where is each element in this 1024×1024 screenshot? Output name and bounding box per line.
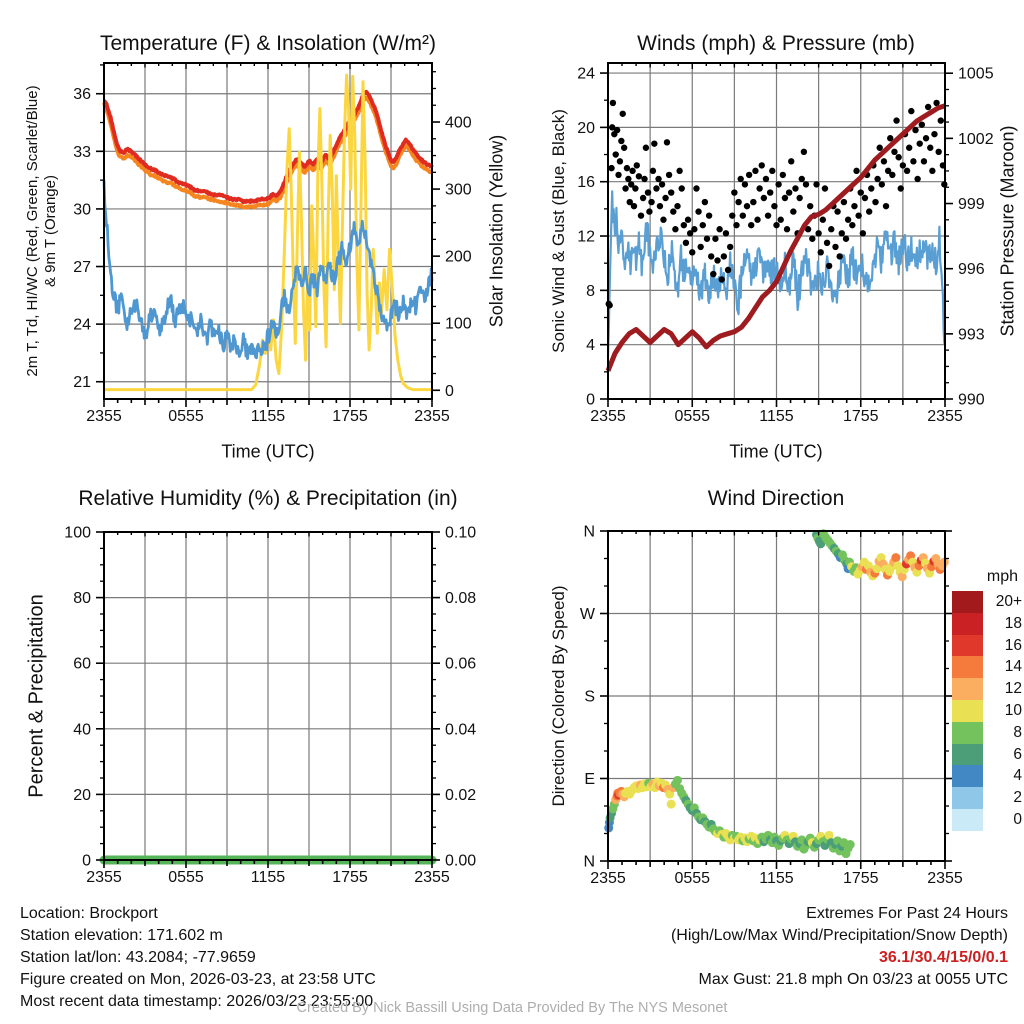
y-tick-label: 21 <box>73 374 91 392</box>
temp-x-axis-label: Time (UTC) <box>221 441 315 462</box>
y-tick-label: S <box>584 688 595 706</box>
gust-black-dots <box>834 208 840 214</box>
y-tick-label: W <box>579 606 595 623</box>
pressure-y-axis-label: Station Pressure (Maroon) <box>997 125 1018 337</box>
gust-black-dots <box>608 165 614 171</box>
speed-legend-swatch <box>952 656 983 678</box>
gust-black-dots <box>858 189 864 195</box>
gust-black-dots <box>900 162 906 168</box>
gust-black-dots <box>773 222 779 228</box>
y-tick-label: 27 <box>73 259 91 277</box>
y2-tick-label: 999 <box>958 196 985 214</box>
gust-black-dots <box>917 140 923 146</box>
y-tick-label: E <box>584 771 595 788</box>
y-tick-label: 0 <box>82 852 91 870</box>
gust-black-dots <box>625 176 631 182</box>
gust-black-dots <box>670 208 676 214</box>
gust-black-dots <box>904 168 910 174</box>
speed-legend-row <box>952 635 1022 657</box>
y2-tick-label: 0.02 <box>445 786 477 804</box>
gust-black-dots <box>929 168 935 174</box>
gust-black-dots <box>650 168 656 174</box>
gust-black-dots <box>820 217 826 223</box>
station-info <box>20 903 376 1013</box>
chart-title-winds: Winds (mph) & Pressure (mb) <box>637 32 915 55</box>
y2-tick-label: 0.10 <box>445 524 477 542</box>
gust-black-dots <box>872 199 878 205</box>
gust-black-dots <box>761 195 767 201</box>
gust-black-dots <box>641 176 647 182</box>
y2-tick-label: 0.00 <box>445 852 477 870</box>
y2-tick-label: 0 <box>445 382 454 400</box>
gust-black-dots <box>664 139 670 145</box>
gust-black-dots <box>927 145 933 151</box>
gust-black-dots <box>891 149 897 155</box>
gust-black-dots <box>624 165 630 171</box>
gust-black-dots <box>744 203 750 209</box>
gust-black-dots <box>855 212 861 218</box>
gust-black-dots <box>712 236 718 242</box>
direction-y-axis-label: Direction (Colored By Speed) <box>549 585 568 807</box>
gust-black-dots <box>782 195 788 201</box>
speed-legend-swatch <box>952 765 983 787</box>
gust-black-dots <box>651 140 657 146</box>
speed-legend-swatch <box>952 744 983 766</box>
wind-y-axis-label: Sonic Wind & Gust (Blue, Black) <box>549 109 568 353</box>
speed-legend-label: 0 <box>1013 810 1022 828</box>
gust-black-dots <box>685 217 691 223</box>
gust-black-dots <box>695 208 701 214</box>
figure-created-timestamp: Figure created on Mon, 2026-03-23, at 23:58 UTC <box>20 971 376 988</box>
y-tick-label: 24 <box>577 65 595 83</box>
gust-black-dots <box>679 185 685 191</box>
gust-black-dots <box>657 203 663 209</box>
gust-black-dots <box>778 217 784 223</box>
chart-title-humidity: Relative Humidity (%) & Precipitation (in) <box>78 487 458 510</box>
speed-legend <box>952 568 1022 831</box>
gust-black-dots <box>862 195 868 201</box>
x-tick-label: 2355 <box>590 408 626 425</box>
x-tick-label: 2355 <box>927 870 963 887</box>
speed-legend-label: 10 <box>1004 701 1022 719</box>
speed-legend-swatch <box>952 635 983 657</box>
y2-tick-label: 993 <box>958 326 985 344</box>
gust-black-dots <box>742 181 748 187</box>
y-tick-label: 20 <box>73 786 91 804</box>
gust-black-dots <box>919 121 925 127</box>
speed-legend-label: 6 <box>1013 745 1022 763</box>
speed-legend-swatch <box>952 809 983 831</box>
x-tick-label: 1755 <box>842 408 879 425</box>
x-tick-label: 2355 <box>86 869 122 886</box>
extremes-values: 36.1/30.4/15/0/0.1 <box>879 949 1008 966</box>
gust-black-dots <box>826 263 832 269</box>
speed-legend-swatch <box>952 787 983 809</box>
gust-black-dots <box>700 222 706 228</box>
gust-black-dots <box>710 271 716 277</box>
speed-legend-swatch <box>952 722 983 744</box>
extremes-subheading: (High/Low/Max Wind/Precipitation/Snow Depth) <box>670 927 1008 944</box>
x-tick-label: 1755 <box>332 869 368 886</box>
speed-legend-row <box>952 591 1022 613</box>
y-tick-label: 40 <box>73 721 91 739</box>
y2-tick-label: 0.04 <box>445 721 477 739</box>
speed-legend-row <box>952 809 1022 831</box>
station-location: Location: Brockport <box>20 905 158 922</box>
gust-black-dots <box>912 127 918 133</box>
gust-black-dots <box>801 149 807 155</box>
gust-black-dots <box>691 226 697 232</box>
gust-black-dots <box>769 168 775 174</box>
x-tick-label: 0555 <box>168 869 204 886</box>
gust-black-dots <box>813 181 819 187</box>
gust-black-dots <box>672 226 678 232</box>
gust-black-dots <box>889 172 895 178</box>
station-latlon: Station lat/lon: 43.2084; -77.9659 <box>20 949 256 966</box>
y-tick-label: 80 <box>73 590 91 608</box>
speed-legend-swatch <box>952 591 983 613</box>
wind-direction-dots <box>667 800 676 809</box>
gust-black-dots <box>645 189 651 195</box>
gust-black-dots <box>921 158 927 164</box>
y2-tick-label: 400 <box>445 114 472 132</box>
extremes-info <box>671 903 1008 991</box>
x-tick-label: 1155 <box>250 408 286 425</box>
gust-black-dots <box>906 145 912 151</box>
x-tick-label: 1755 <box>842 870 879 887</box>
gust-black-dots <box>828 226 834 232</box>
humidity-y-axis-label: Percent & Precipitation <box>25 594 48 798</box>
speed-legend-label: 16 <box>1004 636 1022 654</box>
y2-tick-label: 1002 <box>958 130 994 148</box>
gust-black-dots <box>877 145 883 151</box>
gust-black-dots <box>879 181 885 187</box>
gust-black-dots <box>731 189 737 195</box>
speed-legend-row <box>952 722 1022 744</box>
gust-black-dots <box>925 104 931 110</box>
gust-black-dots <box>853 168 859 174</box>
speed-legend-row <box>952 678 1022 700</box>
gust-black-dots <box>729 212 735 218</box>
gust-black-dots <box>803 181 809 187</box>
gust-black-dots <box>851 203 857 209</box>
gust-black-dots <box>750 199 756 205</box>
gust-black-dots <box>790 208 796 214</box>
gust-black-dots <box>786 189 792 195</box>
speed-legend-label: 4 <box>1013 767 1022 785</box>
gust-black-dots <box>883 203 889 209</box>
gust-black-dots <box>756 185 762 191</box>
gust-black-dots <box>895 154 901 160</box>
y-tick-label: 16 <box>577 174 595 192</box>
gust-black-dots <box>662 195 668 201</box>
gust-black-dots <box>733 222 739 228</box>
y-tick-label: 24 <box>73 316 91 334</box>
gust-black-dots <box>725 267 731 273</box>
gust-black-dots <box>881 158 887 164</box>
gust-black-dots <box>860 230 866 236</box>
gust-black-dots <box>723 230 729 236</box>
gust-black-dots <box>683 240 689 246</box>
x-tick-label: 1755 <box>332 408 368 425</box>
gust-black-dots <box>610 100 616 106</box>
gust-black-dots <box>674 203 680 209</box>
gust-black-dots <box>643 145 649 151</box>
gust-black-dots <box>796 195 802 201</box>
gust-black-dots <box>697 244 703 250</box>
gust-black-dots <box>719 276 725 282</box>
y2-tick-label: 100 <box>445 315 472 333</box>
y-tick-label: 20 <box>577 119 595 137</box>
gust-black-dots <box>689 249 695 255</box>
gust-black-dots <box>706 212 712 218</box>
y-tick-label: 30 <box>73 201 91 219</box>
gust-black-dots <box>620 111 626 117</box>
gust-black-dots <box>614 127 620 133</box>
gust-black-dots <box>818 249 824 255</box>
gust-black-dots <box>759 162 765 168</box>
gust-black-dots <box>763 176 769 182</box>
gust-black-dots <box>727 244 733 250</box>
y2-tick-label: 996 <box>958 261 985 279</box>
gust-black-dots <box>721 253 727 259</box>
x-tick-label: 1155 <box>250 869 286 886</box>
gust-black-dots <box>681 222 687 228</box>
gust-black-dots <box>843 236 849 242</box>
station-elevation: Station elevation: 171.602 m <box>20 927 223 944</box>
speed-legend-row <box>952 744 1022 766</box>
y-tick-label: 36 <box>73 86 91 104</box>
gust-black-dots <box>914 176 920 182</box>
gust-black-dots <box>849 222 855 228</box>
gust-black-dots <box>938 117 944 123</box>
speed-legend-label: 2 <box>1013 789 1022 807</box>
gust-black-dots <box>792 185 798 191</box>
gust-black-dots <box>648 199 654 205</box>
gust-black-dots <box>874 176 880 182</box>
gust-black-dots <box>632 185 638 191</box>
gust-black-dots <box>704 236 710 242</box>
gust-black-dots <box>784 226 790 232</box>
gust-black-dots <box>708 253 714 259</box>
gust-black-dots <box>746 172 752 178</box>
gust-black-dots <box>893 117 899 123</box>
gust-black-dots <box>634 162 640 168</box>
speed-legend-swatch <box>952 613 983 635</box>
max-gust-text: Max Gust: 21.8 mph On 03/23 at 0055 UTC <box>698 971 1008 988</box>
y2-tick-label: 300 <box>445 181 472 199</box>
gust-black-dots <box>615 172 621 178</box>
x-tick-label: 2355 <box>414 408 450 425</box>
gust-black-dots <box>935 149 941 155</box>
gust-black-dots <box>676 168 682 174</box>
gust-black-dots <box>832 244 838 250</box>
gust-black-dots <box>640 195 646 201</box>
temp-y-axis-label: 2m T, Td, HI/WC (Red, Green, Scarlet/Blue) & 9m T (Orange) <box>24 85 59 377</box>
gust-black-dots <box>714 257 720 263</box>
x-tick-label: 2355 <box>86 408 122 425</box>
wind-direction-dots <box>673 776 682 785</box>
gust-black-dots <box>765 212 771 218</box>
recent-data-timestamp: Most recent data timestamp: 2026/03/23 23:55:00 <box>20 993 374 1010</box>
gust-black-dots <box>638 212 644 218</box>
gust-black-dots <box>631 203 637 209</box>
gust-black-dots <box>636 173 642 179</box>
gust-black-dots <box>735 199 741 205</box>
x-tick-label: 2355 <box>590 870 626 887</box>
insolation-y-axis-label: Solar Insolation (Yellow) <box>486 134 507 328</box>
y-tick-label: 100 <box>64 524 91 542</box>
x-tick-label: 0555 <box>168 408 204 425</box>
gust-black-dots <box>660 217 666 223</box>
gust-black-dots <box>799 176 805 182</box>
speed-legend-swatch <box>952 700 983 722</box>
gust-black-dots <box>780 172 786 178</box>
y-tick-label: 12 <box>577 228 595 246</box>
gust-black-dots <box>923 135 929 141</box>
x-tick-label: 0555 <box>674 408 711 425</box>
wind-direction-dots <box>846 840 855 849</box>
gust-black-dots <box>767 189 773 195</box>
gust-black-dots <box>666 172 672 178</box>
gust-black-dots <box>824 240 830 246</box>
gust-black-dots <box>898 185 904 191</box>
x-tick-label: 1155 <box>759 408 794 425</box>
gust-black-dots <box>737 176 743 182</box>
gust-black-dots <box>618 138 624 144</box>
wind-direction-dots <box>891 553 900 562</box>
gust-black-dots <box>659 181 665 187</box>
gust-black-dots <box>908 108 914 114</box>
gust-black-dots <box>653 185 659 191</box>
speed-legend-row <box>952 787 1022 809</box>
gust-black-dots <box>646 208 652 214</box>
y-tick-label: 33 <box>73 143 91 161</box>
gust-black-dots <box>839 230 845 236</box>
gust-black-dots <box>668 189 674 195</box>
x-tick-label: 0555 <box>674 870 711 887</box>
gust-black-dots <box>822 185 828 191</box>
gust-black-dots <box>910 158 916 164</box>
speed-legend-title: mph <box>986 568 1018 585</box>
y2-tick-label: 990 <box>958 391 985 409</box>
speed-legend-row <box>952 656 1022 678</box>
credit-line: Created By Nick Bassill Using Data Provided By The NYS Mesonet <box>296 1000 728 1016</box>
gust-black-dots <box>716 226 722 232</box>
y-tick-label: 60 <box>73 655 91 673</box>
gust-black-dots <box>845 217 851 223</box>
extremes-heading: Extremes For Past 24 Hours <box>806 905 1008 922</box>
gust-black-dots <box>775 181 781 187</box>
speed-legend-label: 20+ <box>995 593 1022 610</box>
y2-tick-label: 0.08 <box>445 590 477 608</box>
speed-legend-row <box>952 613 1022 635</box>
y-tick-label: N <box>583 523 595 541</box>
speed-legend-swatch <box>952 678 983 700</box>
gust-black-dots <box>693 185 699 191</box>
gust-black-dots <box>754 217 760 223</box>
gust-black-dots <box>809 236 815 242</box>
chart-title-wind-direction: Wind Direction <box>707 487 845 510</box>
gust-black-dots <box>868 185 874 191</box>
gust-black-dots <box>771 203 777 209</box>
speed-legend-row <box>952 765 1022 787</box>
y-tick-label: 8 <box>586 282 595 300</box>
y-tick-label: 0 <box>586 391 595 409</box>
x-tick-label: 2355 <box>414 869 450 886</box>
speed-legend-label: 12 <box>1004 680 1022 698</box>
gust-black-dots <box>788 158 794 164</box>
gust-black-dots <box>655 176 661 182</box>
gust-black-dots <box>931 131 937 137</box>
gust-black-dots <box>740 212 746 218</box>
gust-black-dots <box>866 208 872 214</box>
x-tick-label: 2355 <box>927 408 963 425</box>
y2-tick-label: 200 <box>445 248 472 266</box>
y-tick-label: 4 <box>586 337 595 355</box>
speed-legend-label: 14 <box>1004 658 1022 676</box>
gust-black-dots <box>629 168 635 174</box>
gust-black-dots <box>748 222 754 228</box>
gust-black-dots <box>617 158 623 164</box>
chart-title-temperature: Temperature (F) & Insolation (W/m²) <box>99 32 437 55</box>
x-tick-label: 1155 <box>759 870 794 887</box>
gust-black-dots <box>807 203 813 209</box>
wind-x-axis-label: Time (UTC) <box>729 441 823 462</box>
gust-black-dots <box>815 230 821 236</box>
gust-black-dots <box>841 199 847 205</box>
y-tick-label: N <box>583 853 595 871</box>
speed-legend-label: 8 <box>1013 723 1022 741</box>
gust-black-dots <box>752 168 758 174</box>
gust-black-dots <box>702 199 708 205</box>
speed-legend-row <box>952 700 1022 722</box>
gust-black-dots <box>836 253 842 259</box>
y2-tick-label: 1005 <box>958 65 994 83</box>
gust-black-dots <box>613 151 619 157</box>
gust-black-dots <box>621 145 627 151</box>
gust-black-dots <box>622 185 628 191</box>
y2-tick-label: 0.06 <box>445 655 477 673</box>
speed-legend-label: 18 <box>1004 614 1022 632</box>
